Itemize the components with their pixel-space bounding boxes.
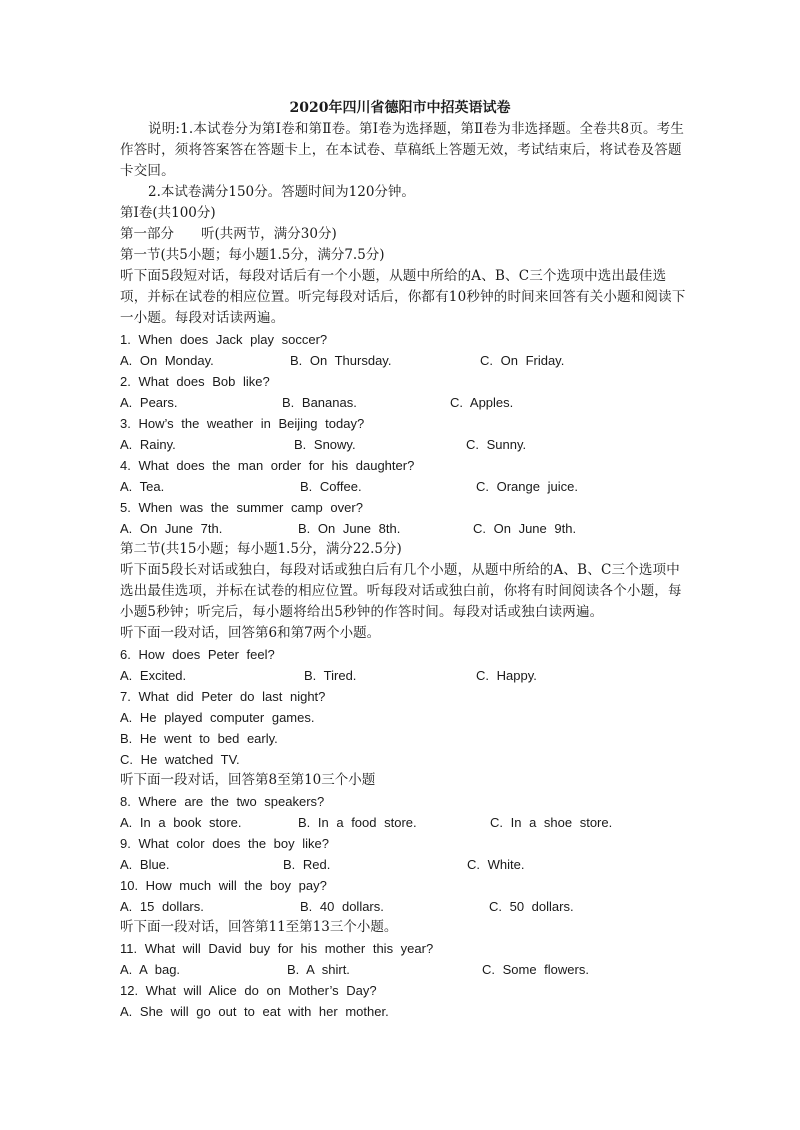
subsection2-heading: 第二节(共15小题；每小题1.5分，满分22.5分) <box>120 541 402 557</box>
option-a: A. She will go out to eat with her mother. <box>120 1004 389 1019</box>
question-stem: 12. What will Alice do on Mother’s Day? <box>120 983 377 998</box>
dialog-intro: 听下面一段对话，回答第11至第13三个小题。 <box>120 919 398 935</box>
option-c: C. On Friday. <box>480 353 565 368</box>
option-c: C. In a shoe store. <box>490 815 613 830</box>
option-a: A. On June 7th. <box>120 521 223 536</box>
option-a: A. Rainy. <box>120 437 176 452</box>
question-stem: 8. Where are the two speakers? <box>120 794 325 809</box>
option-c: C. Some flowers. <box>482 962 589 977</box>
question-stem: 4. What does the man order for his daughter? <box>120 458 415 473</box>
option-c: C. Happy. <box>476 668 537 683</box>
option-b: B. Tired. <box>304 668 357 683</box>
question-stem: 11. What will David buy for his mother this year? <box>120 941 434 956</box>
question-stem: 1. When does Jack play soccer? <box>120 332 328 347</box>
part-heading: 第Ⅰ卷(共100分) <box>120 205 216 221</box>
option-a: A. A bag. <box>120 962 181 977</box>
option-b: B. Red. <box>283 857 331 872</box>
dialog-intro: 听下面一段对话，回答第8至第10三个小题 <box>120 772 376 788</box>
dialog-intro: 听下面一段对话，回答第6和第7两个小题。 <box>120 625 381 641</box>
option-b: B. On Thursday. <box>290 353 392 368</box>
option-a: A. Blue. <box>120 857 170 872</box>
question-stem: 10. How much will the boy pay? <box>120 878 327 893</box>
question-stem: 2. What does Bob like? <box>120 374 270 389</box>
question-stem: 5. When was the summer camp over? <box>120 500 363 515</box>
option-b: B. Bananas. <box>282 395 357 410</box>
option-a: A. In a book store. <box>120 815 242 830</box>
subsection1-directions: 听下面5段短对话，每段对话后有一个小题，从题中所给的A、B、C三个选项中选出最佳选项，并标在试卷的相应位置。听完每段对话后，你都有10秒钟的时间来回答有关小题和阅读下一小题。每段对话读两遍。 <box>120 268 686 326</box>
instructions-paragraph-2: 2.本试卷满分150分。答题时间为120分钟。 <box>148 184 415 200</box>
option-a: A. 15 dollars. <box>120 899 204 914</box>
page-title: 2020年四川省德阳市中招英语试卷 <box>289 100 511 116</box>
option-b: B. In a food store. <box>298 815 417 830</box>
option-a: A. Excited. <box>120 668 187 683</box>
question-stem: 6. How does Peter feel? <box>120 647 275 662</box>
option-c: C. He watched TV. <box>120 752 240 767</box>
question-stem: 3. How’s the weather in Beijing today? <box>120 416 365 431</box>
option-c: C. 50 dollars. <box>489 899 574 914</box>
option-b: B. A shirt. <box>287 962 350 977</box>
option-b: B. Coffee. <box>300 479 362 494</box>
option-c: C. Apples. <box>450 395 514 410</box>
option-c: C. Orange juice. <box>476 479 578 494</box>
option-b: B. He went to bed early. <box>120 731 278 746</box>
section-heading: 第一部分 听(共两节，满分30分) <box>120 226 337 242</box>
option-a: A. Tea. <box>120 479 165 494</box>
option-a: A. On Monday. <box>120 353 214 368</box>
option-b: B. 40 dollars. <box>300 899 384 914</box>
option-c: C. Sunny. <box>466 437 527 452</box>
option-a: A. He played computer games. <box>120 710 315 725</box>
option-a: A. Pears. <box>120 395 178 410</box>
option-b: B. Snowy. <box>294 437 356 452</box>
instructions-paragraph-1: 说明:1.本试卷分为第Ⅰ卷和第Ⅱ卷。第Ⅰ卷为选择题，第Ⅱ卷为非选择题。全卷共8页。考生作答时，须将答案答在答题卡上，在本试卷、草稿纸上答题无效，考试结束后，将试卷及答题卡交回。 <box>120 121 685 179</box>
option-b: B. On June 8th. <box>298 521 401 536</box>
subsection2-directions: 听下面5段长对话或独白，每段对话或独白后有几个小题，从题中所给的A、B、C三个选项中选出最佳选项，并标在试卷的相应位置。听每段对话或独白前，你将有时间阅读各个小题，每小题5秒钟；听完后，每小题将给出5秒钟的作答时间。每段对话或独白读两遍。 <box>120 562 682 620</box>
question-stem: 7. What did Peter do last night? <box>120 689 326 704</box>
question-stem: 9. What color does the boy like? <box>120 836 329 851</box>
option-c: C. On June 9th. <box>473 521 577 536</box>
option-c: C. White. <box>467 857 525 872</box>
subsection1-heading: 第一节(共5小题；每小题1.5分，满分7.5分) <box>120 247 385 263</box>
